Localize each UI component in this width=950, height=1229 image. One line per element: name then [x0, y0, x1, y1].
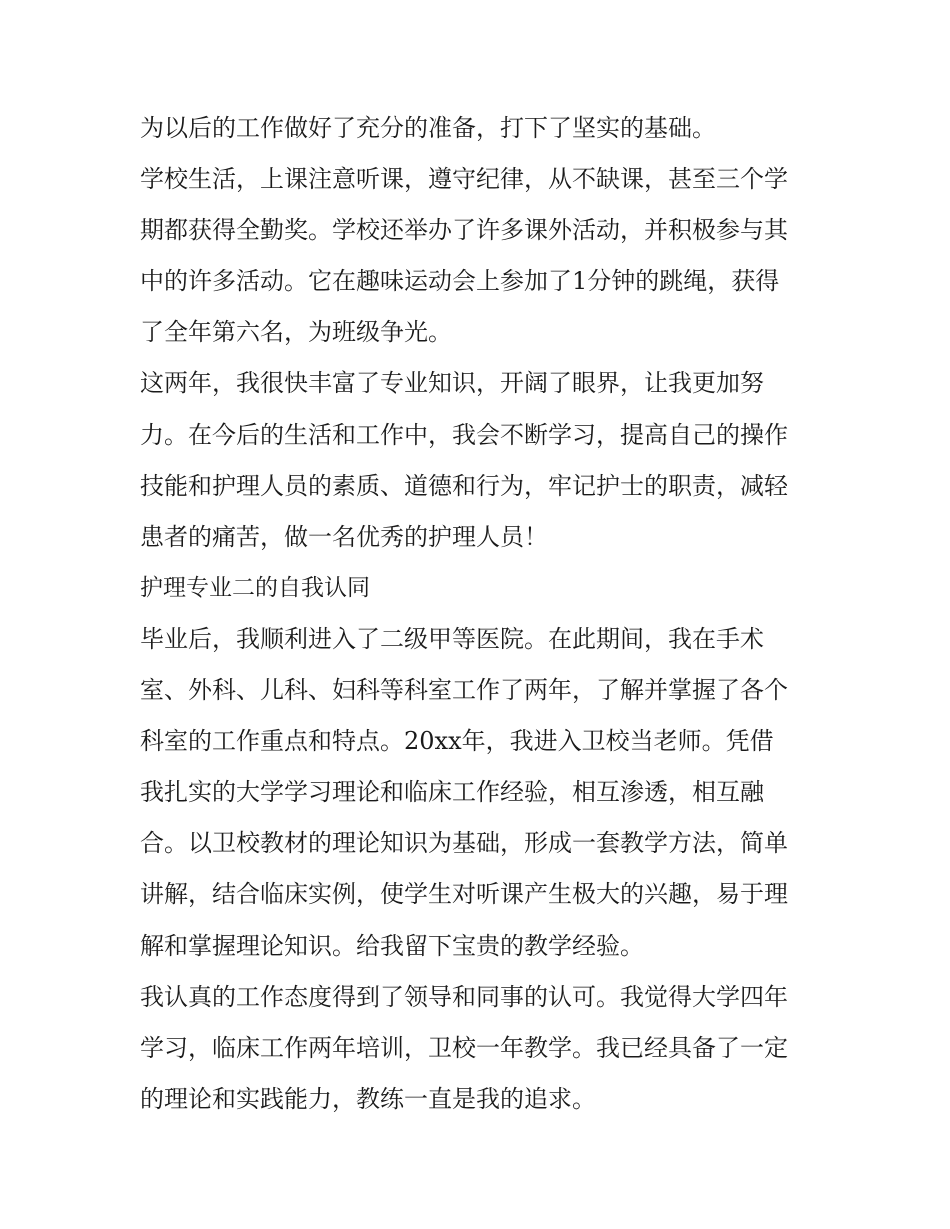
paragraph-line: 解和掌握理论知识。给我留下宝贵的教学经验。	[140, 931, 644, 960]
paragraph-line: 这两年，我很快丰富了专业知识，开阔了眼界，让我更加努	[140, 369, 764, 398]
paragraph-line: 我认真的工作态度得到了领导和同事的认可。我觉得大学四年	[140, 982, 788, 1011]
paragraph-line: 的理论和实践能力，教练一直是我的追求。	[140, 1084, 596, 1113]
paragraph-line: 室、外科、儿科、妇科等科室工作了两年，了解并掌握了各个	[140, 676, 788, 705]
section-heading: 护理专业二的自我认同	[140, 574, 370, 601]
paragraph-line: 患者的痛苦，做一名优秀的护理人员！	[140, 522, 548, 551]
paragraph-line: 合。以卫校教材的理论知识为基础，形成一套教学方法，简单	[140, 829, 788, 858]
document-body	[140, 103, 812, 1125]
paragraph-line: 我扎实的大学学习理论和临床工作经验，相互渗透，相互融	[140, 778, 764, 807]
paragraph-line: 学习，临床工作两年培训，卫校一年教学。我已经具备了一定	[140, 1033, 788, 1062]
paragraph-line: 中的许多活动。它在趣味运动会上参加了1分钟的跳绳，获得	[140, 267, 780, 296]
paragraph-line: 了全年第六名，为班级争光。	[140, 318, 452, 347]
paragraph-line: 讲解，结合临床实例，使学生对听课产生极大的兴趣，易于理	[140, 880, 788, 909]
paragraph-line: 力。在今后的生活和工作中，我会不断学习，提高自己的操作	[140, 420, 788, 449]
paragraph-line: 毕业后，我顺利进入了二级甲等医院。在此期间，我在手术	[140, 624, 764, 653]
paragraph-line: 期都获得全勤奖。学校还举办了许多课外活动，并积极参与其	[140, 216, 788, 245]
paragraph-line: 学校生活，上课注意听课，遵守纪律，从不缺课，甚至三个学	[140, 165, 788, 194]
paragraph-line: 技能和护理人员的素质、道德和行为，牢记护士的职责，减轻	[140, 471, 788, 500]
paragraph-line: 为以后的工作做好了充分的准备，打下了坚实的基础。	[140, 114, 716, 142]
paragraph-line: 科室的工作重点和特点。20xx年，我进入卫校当老师。凭借	[140, 727, 774, 756]
